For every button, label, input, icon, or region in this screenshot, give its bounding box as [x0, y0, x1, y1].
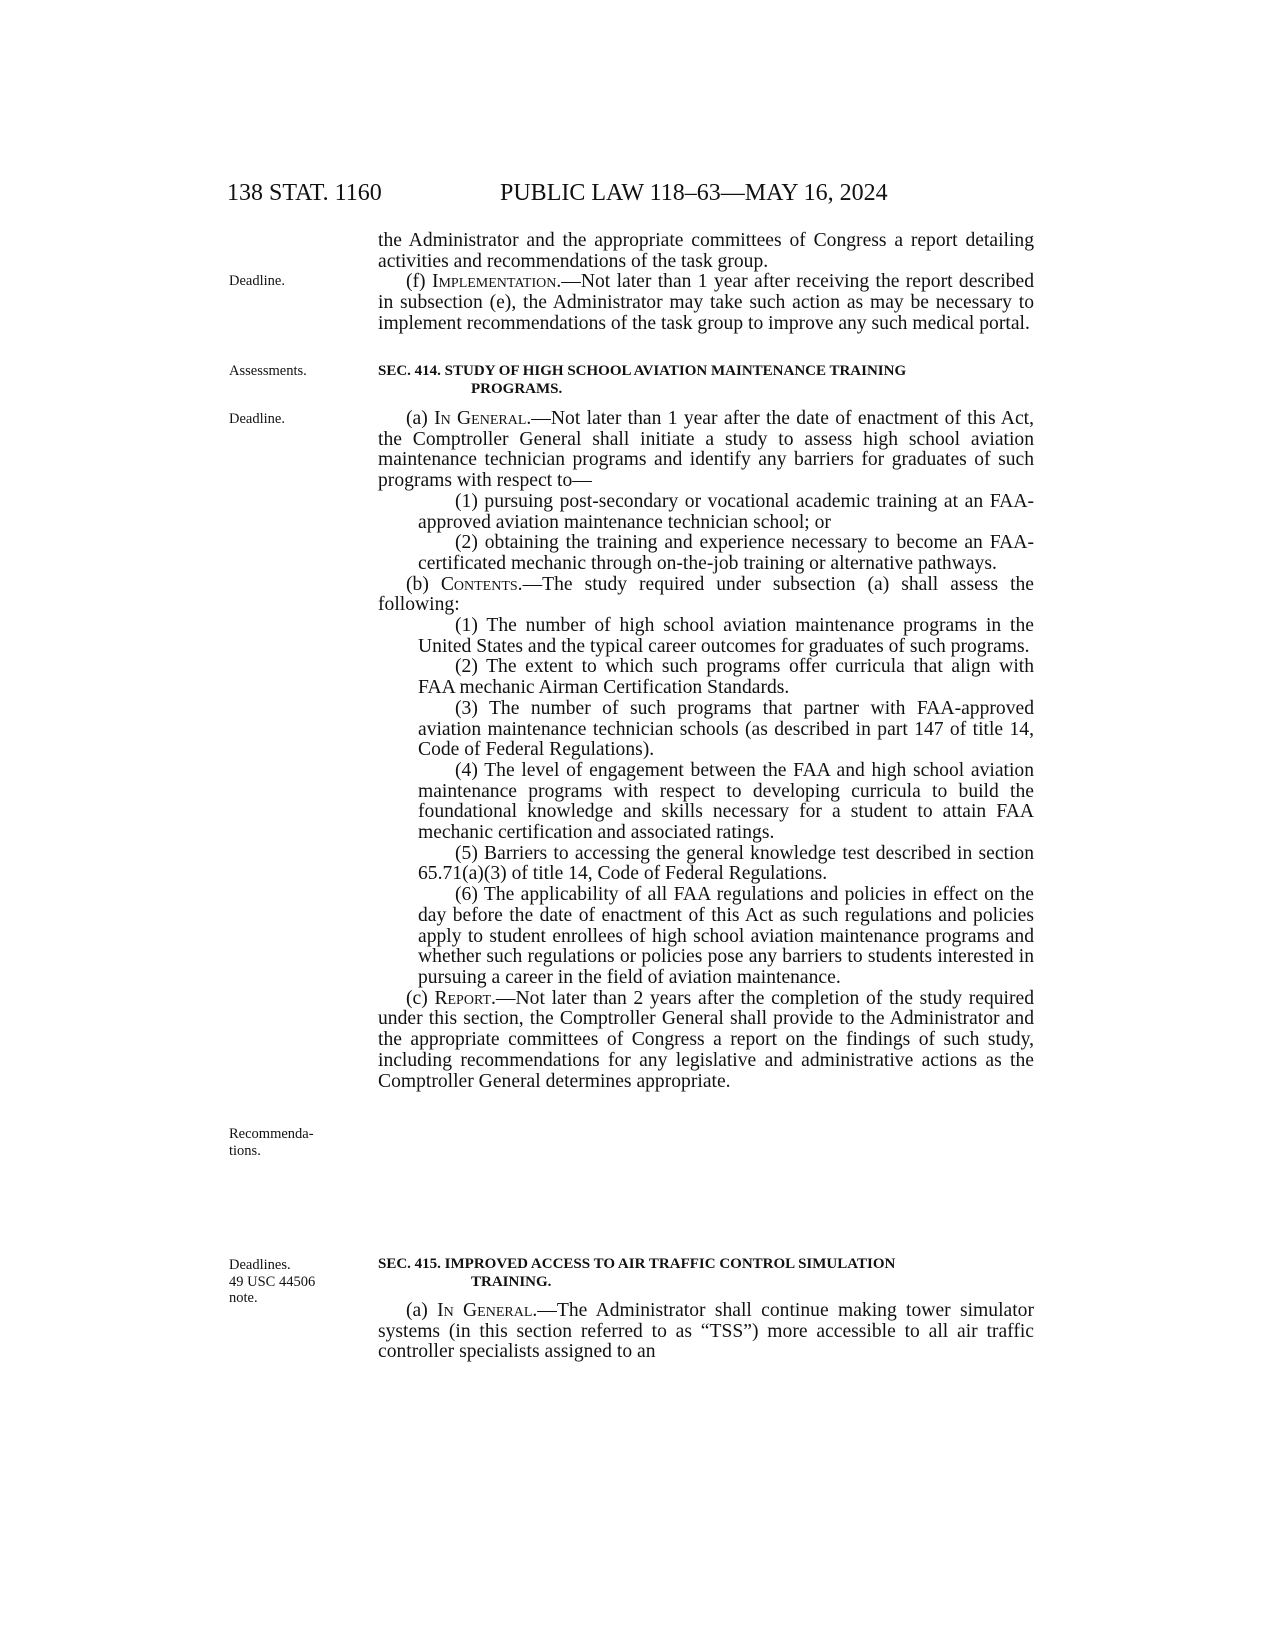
section-title-line: SEC. 414. STUDY OF HIGH SCHOOL AVIATION MAINTENANCE TRAINING: [378, 363, 907, 379]
margin-note-line: 49 USC 44506: [229, 1273, 316, 1290]
subsection-text: .—The Administrator shall continue making tower simulator systems (in this section referred to as “TSS”) more accessible to all air traffic controller specialists assigned to an: [378, 1300, 1034, 1363]
subsection-label: (b): [406, 573, 441, 595]
section-414-title: [378, 362, 1034, 398]
section-415-title: [378, 1255, 1034, 1291]
subsection-heading: Implementation: [431, 271, 557, 293]
margin-note-deadline: Deadline.: [229, 411, 285, 427]
margin-note-line: Deadlines.: [229, 1257, 291, 1273]
subsection-heading: Report: [434, 987, 492, 1009]
subsection-heading: In General: [434, 408, 527, 429]
subsection-c: [378, 989, 1034, 1093]
paragraph-a1: (1) pursuing post-secondary or vocational academic training at an FAA-approved aviation maintenance technician school; or: [418, 490, 1034, 533]
paragraph-b4: (4) The level of engagement between the FAA and high school aviation maintenance programs with respect to developing curricula to build the foundational knowledge and skills necessary for a student to attain FAA mechanic certification and associated ratings.: [418, 759, 1034, 844]
subsection-heading: In General: [437, 1300, 533, 1321]
paragraph-b2: (2) The extent to which such programs offer curricula that align with FAA mechanic Airman Certification Standards.: [418, 656, 1034, 699]
section-414-body: [378, 409, 1034, 1092]
subsection-a: [378, 1301, 1034, 1363]
page-header: [227, 180, 1035, 216]
subsection-heading: Contents: [440, 573, 518, 595]
margin-note-deadlines: [229, 1257, 347, 1307]
subsection-text: .—The study required under subsection (a) shall assess the following:: [378, 573, 1035, 616]
subsection-text: .—Not later than 1 year after the date of enactment of this Act, the Comptroller General shall initiate a study to assess high school aviation maintenance technician programs and identify any barriers for graduates of such programs with respect to—: [378, 408, 1034, 492]
running-head: PUBLIC LAW 118–63—MAY 16, 2024: [500, 180, 888, 206]
margin-note-line: Recommenda-: [229, 1126, 314, 1142]
margin-note-line: note.: [229, 1290, 258, 1306]
subsection-b: [378, 575, 1034, 616]
margin-note-assessments: Assessments.: [229, 363, 307, 379]
subsection-label: (c): [406, 987, 435, 1009]
margin-note-recommendations: [229, 1126, 347, 1159]
paragraph-b5: (5) Barriers to accessing the general knowledge test described in section 65.71(a)(3) of title 14, Code of Federal Regulations.: [418, 842, 1034, 885]
statute-page-number: 138 STAT. 1160: [227, 180, 382, 206]
subsection-f: [378, 272, 1034, 334]
paragraph-a2: (2) obtaining the training and experience necessary to become an FAA-certificated mechanic through on-the-job training or alternative pathways.: [418, 532, 1034, 574]
subsection-label: (a): [406, 1300, 438, 1321]
paragraph-b1: (1) The number of high school aviation maintenance programs in the United States and the typical career outcomes for graduates of such programs.: [418, 615, 1034, 657]
continued-text-block: [378, 231, 1034, 335]
subsection-label: (a): [406, 408, 435, 429]
margin-note-line: tions.: [229, 1142, 261, 1159]
subsection-text: .—Not later than 1 year after receiving the report described in subsection (e), the Administrator may take such action as may be necessary to implement recommendations of the task group to improve any such medical portal.: [378, 271, 1034, 334]
section-title-line: PROGRAMS.: [471, 381, 563, 397]
paragraph-b6: (6) The applicability of all FAA regulations and policies in effect on the day before the date of enactment of this Act as such regulations and policies apply to student enrollees of high school aviation maintenance programs and whether such regulations or policies pose any barriers to students interested in pursuing a career in the field of aviation maintenance.: [418, 884, 1034, 988]
subsection-label: (f): [406, 271, 432, 293]
continued-paragraph: the Administrator and the appropriate committees of Congress a report detailing activities and recommendations of the task group.: [378, 230, 1034, 272]
subsection-text: .—Not later than 2 years after the completion of the study required under this section, the Comptroller General shall provide to the Administrator and the appropriate committees of Congress a report on the findings of such study, including recommendations for any legislative and administrative actions as the Comptroller General determines appropriate.: [378, 987, 1034, 1092]
margin-note-deadline: Deadline.: [229, 273, 285, 289]
subsection-a: [378, 409, 1034, 492]
section-title-line: SEC. 415. IMPROVED ACCESS TO AIR TRAFFIC CONTROL SIMULATION: [378, 1256, 896, 1272]
section-title-line: TRAINING.: [471, 1274, 552, 1290]
section-415-body: [378, 1301, 1034, 1363]
paragraph-b3: (3) The number of such programs that partner with FAA-approved aviation maintenance technician schools (as described in part 147 of title 14, Code of Federal Regulations).: [418, 697, 1034, 761]
